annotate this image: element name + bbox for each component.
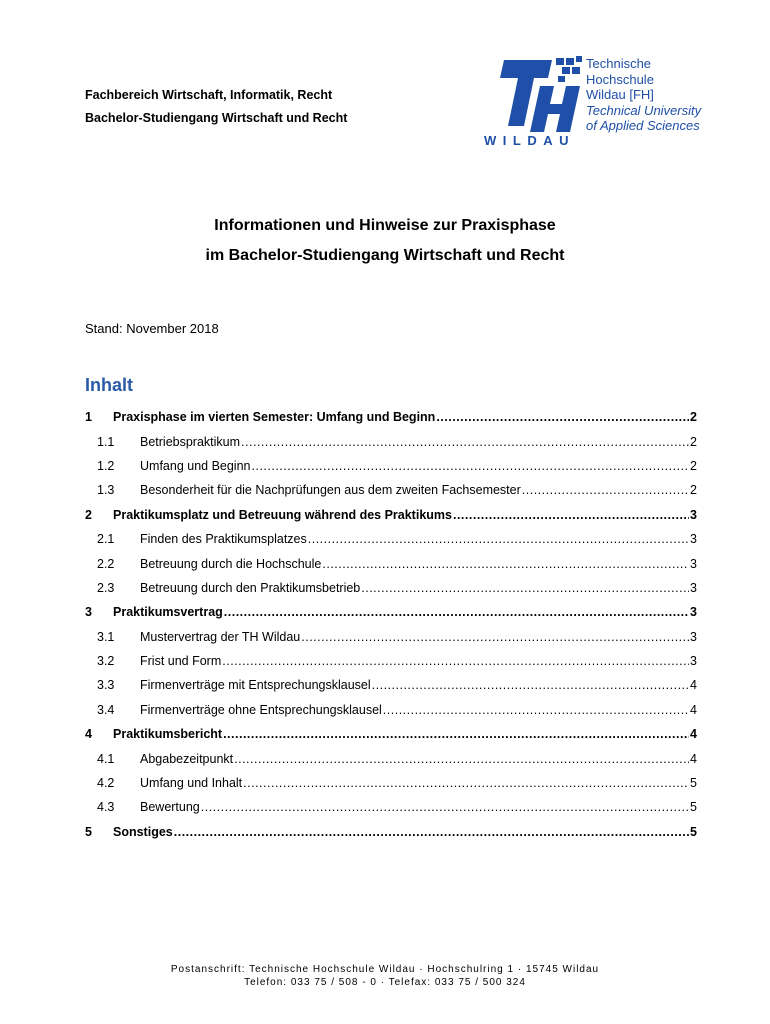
toc-leader-dots — [222, 654, 689, 668]
toc-entry-label: Praktikumsplatz und Betreuung während des Praktikums — [113, 507, 452, 522]
toc-entry-label: Abgabezeitpunkt — [140, 751, 234, 766]
toc-leader-dots — [224, 605, 689, 619]
toc-heading: Inhalt — [85, 375, 133, 395]
toc-entry-label: Betreuung durch den Praktikumsbetrieb — [140, 580, 361, 595]
logo-line: Hochschule — [586, 71, 654, 87]
toc-entry[interactable] — [85, 795, 697, 819]
toc-entry-number: 3 — [85, 605, 92, 620]
toc-entry-number: 3.1 — [97, 629, 115, 644]
toc-entry[interactable] — [85, 405, 697, 429]
toc-entry-page: 3 — [690, 605, 697, 620]
toc-entry-label: Umfang und Inhalt — [140, 776, 243, 791]
toc-entry-page: 2 — [690, 458, 697, 473]
table-of-contents — [85, 405, 697, 844]
toc-entry-label: Praktikumsbericht — [113, 727, 223, 742]
toc-leader-dots — [522, 483, 689, 497]
toc-entry-page: 4 — [690, 751, 697, 766]
toc-entry-label: Besonderheit für die Nachprüfungen aus dem zweiten Fachsemester — [140, 483, 521, 498]
toc-entry-page: 3 — [690, 507, 697, 522]
toc-entry-page: 2 — [690, 410, 697, 425]
toc-leader-dots — [174, 825, 689, 839]
toc-entry-page: 5 — [690, 776, 697, 791]
toc-entry-label: Mustervertrag der TH Wildau — [140, 629, 301, 644]
toc-leader-dots — [201, 800, 689, 814]
toc-entry-page: 4 — [690, 702, 697, 717]
toc-entry[interactable] — [85, 771, 697, 795]
toc-entry-label: Praktikumsvertrag — [113, 605, 223, 620]
toc-entry-label: Finden des Praktikumsplatzes — [140, 532, 307, 547]
toc-leader-dots — [241, 435, 689, 449]
toc-entry-label: Frist und Form — [140, 654, 222, 669]
toc-entry[interactable] — [85, 478, 697, 502]
toc-entry-label: Betriebspraktikum — [140, 434, 241, 449]
program-label: Bachelor-Studiengang Wirtschaft und Recht — [85, 111, 348, 125]
toc-entry[interactable] — [85, 551, 697, 575]
footer-address: Postanschrift: Technische Hochschule Wildau · Hochschulring 1 · 15745 Wildau — [170, 964, 600, 975]
toc-entry[interactable] — [85, 820, 697, 844]
toc-entry-number: 2.1 — [97, 532, 115, 547]
toc-leader-dots — [372, 678, 689, 692]
toc-entry-label: Sonstiges — [113, 824, 173, 839]
toc-entry-number: 1.1 — [97, 434, 115, 449]
toc-entry[interactable] — [85, 673, 697, 697]
toc-entry-page: 2 — [690, 483, 697, 498]
toc-entry-label: Betreuung durch die Hochschule — [140, 556, 322, 571]
toc-entry-label: Umfang und Beginn — [140, 458, 251, 473]
toc-entry[interactable] — [85, 698, 697, 722]
toc-entry-number: 3.2 — [97, 654, 115, 669]
toc-entry[interactable] — [85, 503, 697, 527]
logo-line: Wildau [FH] — [586, 87, 654, 102]
toc-entry-label: Praxisphase im vierten Semester: Umfang und Beginn — [113, 410, 436, 425]
toc-entry-page: 3 — [690, 629, 697, 644]
toc-entry-number: 4.1 — [97, 751, 115, 766]
toc-entry-page: 3 — [690, 532, 697, 547]
th-wildau-logo — [482, 52, 722, 152]
toc-entry-page: 3 — [690, 580, 697, 595]
toc-entry-label: Firmenverträge mit Entsprechungsklausel — [140, 678, 371, 693]
logo-wordmark: WILDAU — [484, 133, 575, 148]
document-header — [85, 84, 347, 130]
toc-leader-dots — [322, 557, 689, 571]
toc-entry-number: 4.2 — [97, 776, 115, 791]
toc-entry[interactable] — [85, 625, 697, 649]
toc-entry-label: Bewertung — [140, 800, 200, 815]
th-logo-mark-icon — [482, 52, 586, 152]
stand-date: Stand: November 2018 — [85, 321, 219, 336]
toc-entry-number: 4.3 — [97, 800, 115, 815]
document-title-line-2: im Bachelor-Studiengang Wirtschaft und Recht — [205, 247, 565, 264]
logo-line: Technische — [586, 56, 652, 71]
toc-entry-number: 1 — [85, 410, 92, 425]
toc-entry[interactable] — [85, 576, 697, 600]
document-title-line-1: Informationen und Hinweise zur Praxisphase — [214, 217, 556, 234]
toc-leader-dots — [223, 727, 689, 741]
toc-entry[interactable] — [85, 429, 697, 453]
toc-entry-label: Firmenverträge ohne Entsprechungsklausel — [140, 702, 382, 717]
toc-leader-dots — [453, 508, 689, 522]
toc-entry-number: 2 — [85, 507, 92, 522]
toc-entry[interactable] — [85, 746, 697, 770]
toc-entry-number: 3.3 — [97, 678, 115, 693]
toc-leader-dots — [301, 630, 689, 644]
toc-entry-number: 1.2 — [97, 458, 115, 473]
toc-entry[interactable] — [85, 527, 697, 551]
logo-line: Technical University — [586, 102, 702, 118]
toc-leader-dots — [252, 459, 690, 473]
toc-entry-page: 3 — [690, 654, 697, 669]
toc-entry[interactable] — [85, 600, 697, 624]
toc-entry-number: 2.2 — [97, 556, 115, 571]
toc-entry-page: 2 — [690, 434, 697, 449]
toc-entry-number: 1.3 — [97, 483, 115, 498]
toc-leader-dots — [243, 776, 689, 790]
logo-text — [586, 56, 701, 134]
toc-leader-dots — [308, 532, 689, 546]
toc-entry-number: 4 — [85, 727, 92, 742]
toc-entry-number: 3.4 — [97, 702, 115, 717]
toc-entry[interactable] — [85, 649, 697, 673]
toc-entry-number: 2.3 — [97, 580, 115, 595]
toc-entry-number: 5 — [85, 824, 92, 839]
logo-line: of Applied Sciences — [586, 118, 700, 133]
toc-entry[interactable] — [85, 454, 697, 478]
toc-entry-page: 3 — [690, 556, 697, 571]
toc-entry-page: 5 — [690, 824, 697, 839]
toc-leader-dots — [436, 410, 689, 424]
toc-leader-dots — [383, 703, 689, 717]
department-label: Fachbereich Wirtschaft, Informatik, Recht — [85, 88, 333, 102]
toc-leader-dots — [361, 581, 689, 595]
toc-entry-page: 4 — [690, 727, 697, 742]
footer-phone: Telefon: 033 75 / 508 - 0 · Telefax: 033 75 / 500 324 — [244, 977, 526, 988]
toc-entry[interactable] — [85, 722, 697, 746]
toc-entry-page: 5 — [690, 800, 697, 815]
toc-entry-page: 4 — [690, 678, 697, 693]
toc-leader-dots — [234, 752, 689, 766]
